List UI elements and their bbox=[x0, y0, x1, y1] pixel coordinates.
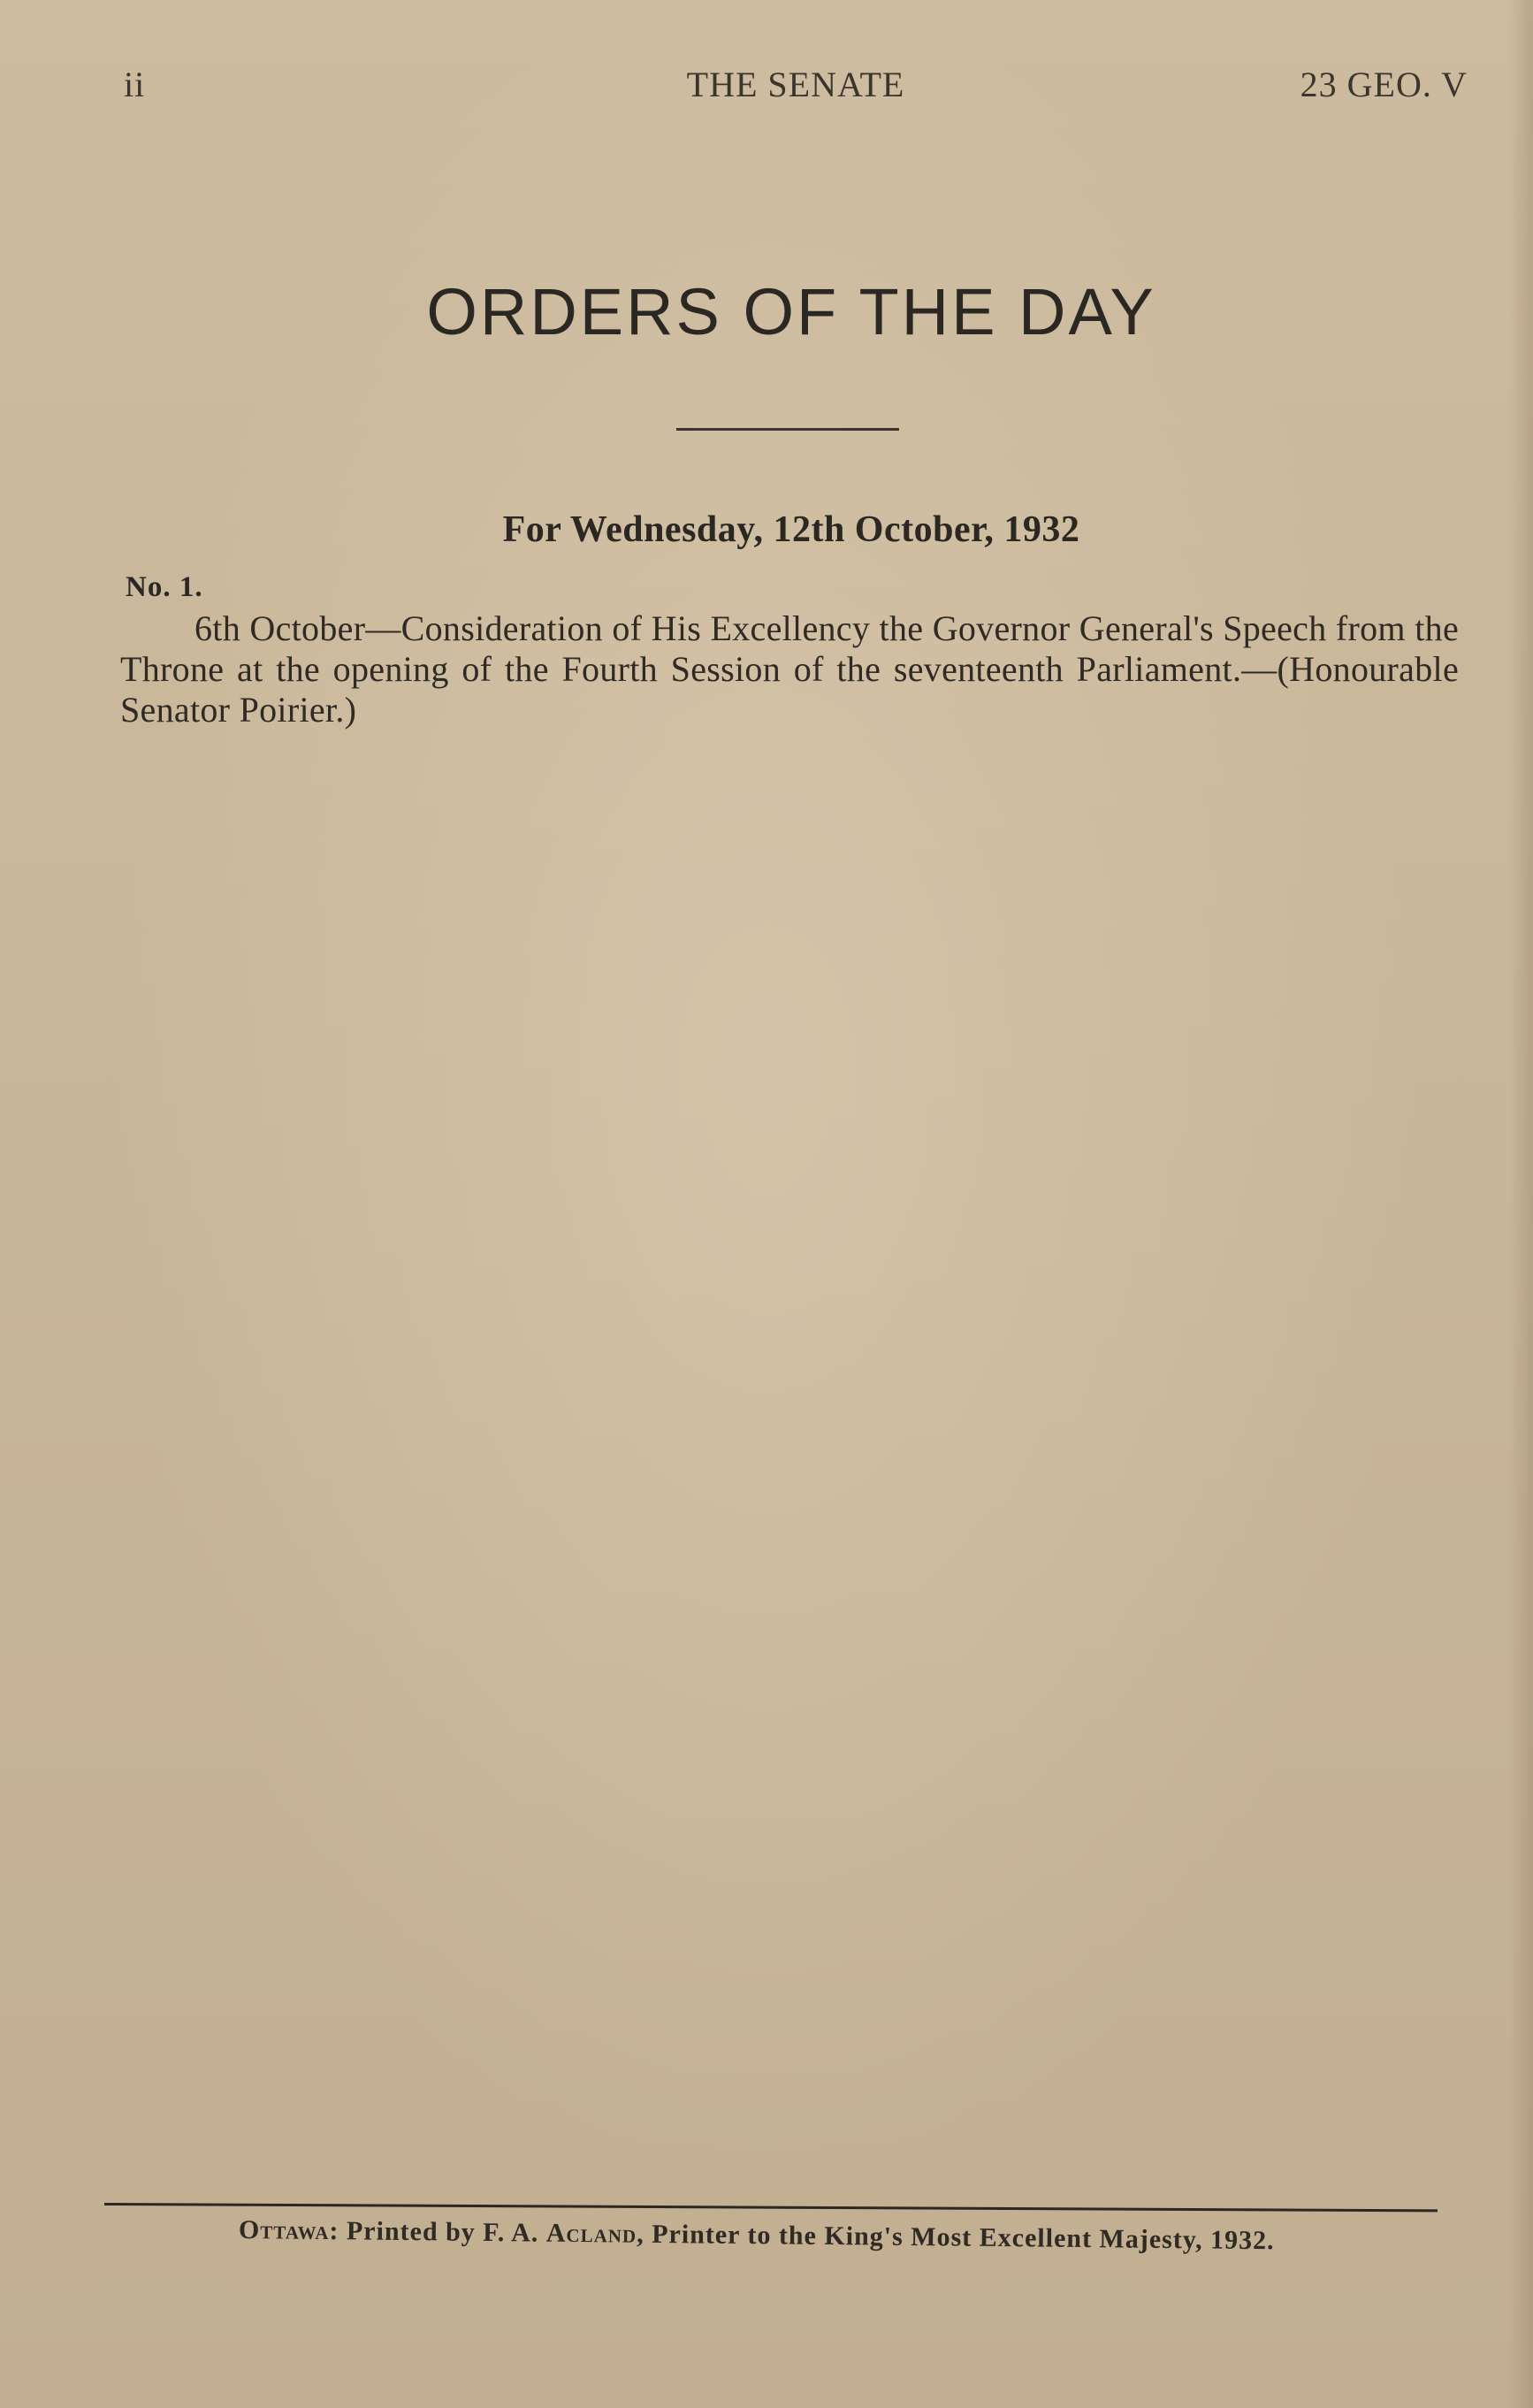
regnal-year: 23 GEO. V bbox=[1300, 65, 1468, 104]
printer-imprint bbox=[239, 2215, 1275, 2256]
folio: ii bbox=[124, 65, 146, 104]
running-head bbox=[124, 64, 1468, 117]
order-item-text: 6th October—Consideration of His Excellency the Governor General's Speech from the Throne at the opening of the Fourth Session of the seventeenth Parliament.—(Honourable Senator Poirier.) bbox=[120, 608, 1459, 730]
imprint-printer-name: Acland bbox=[545, 2218, 637, 2249]
title-rule bbox=[676, 428, 899, 431]
date-heading: For Wednesday, 12th October, 1932 bbox=[502, 509, 1080, 550]
imprint-printed-by: : Printed by F. A. bbox=[329, 2216, 547, 2248]
imprint-place: Ottawa bbox=[238, 2215, 330, 2246]
imprint-rest: , Printer to the King's Most Excellent Majesty, 1932. bbox=[637, 2219, 1275, 2256]
page-edge-shadow bbox=[1508, 0, 1533, 2408]
running-head-title: THE SENATE bbox=[686, 65, 905, 104]
order-item-number: No. 1. bbox=[126, 571, 203, 603]
footer-rule bbox=[104, 2203, 1438, 2212]
page-title: ORDERS OF THE DAY bbox=[426, 275, 1156, 348]
